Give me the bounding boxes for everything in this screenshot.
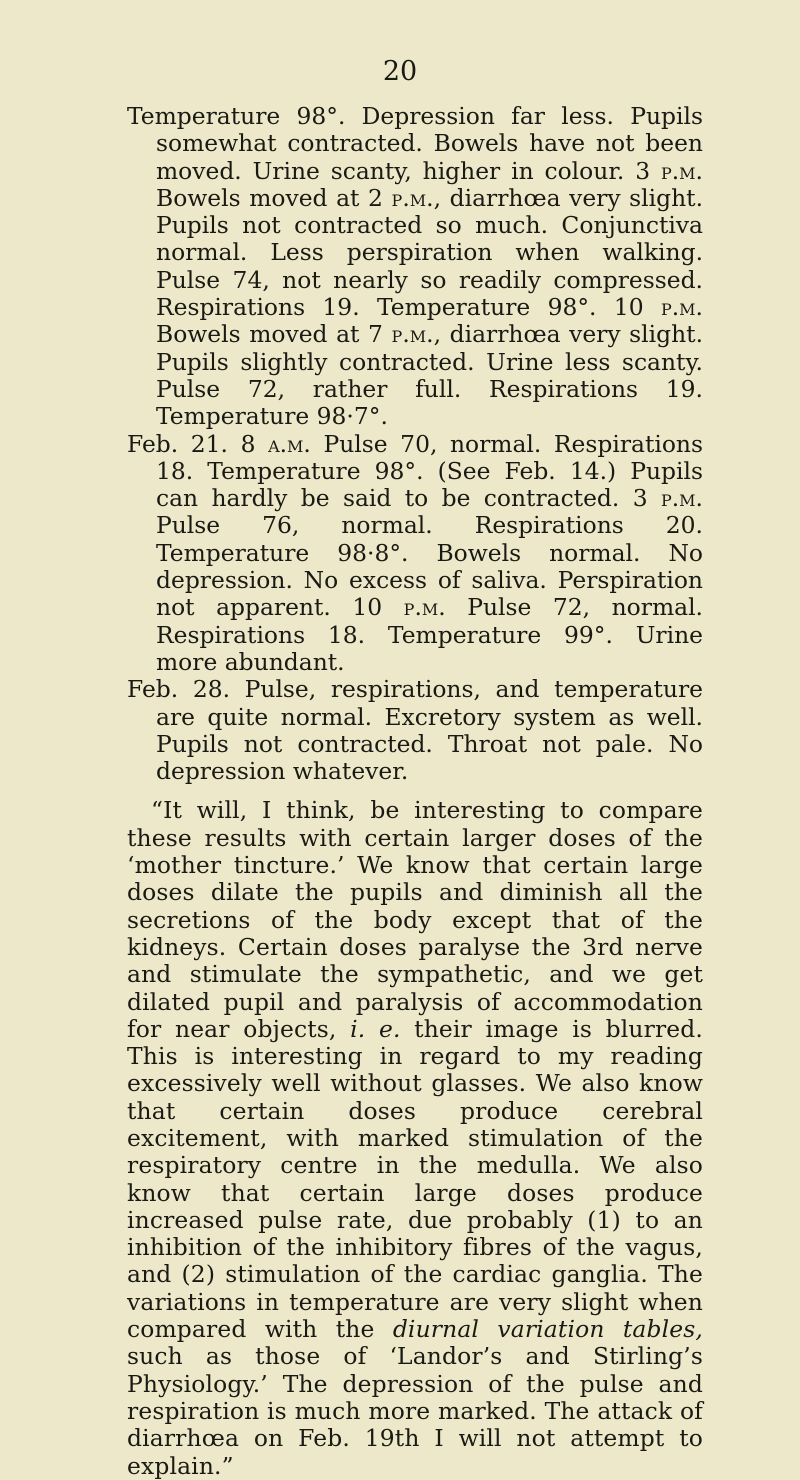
- text-run: “It will, I think, be interesting to compare these results with certain larger doses of the ‘mother tincture.’ We know that certain large doses dilate the pupils and diminish all the secretions of the body except that of the kidneys. Certain doses paralyse the 3rd nerve and stimulate the sympathetic, and we get dilated pupil and paralysis of accommodation for near objects,: [127, 796, 703, 1043]
- text-run: Feb. 28. Pulse, respirations, and temperature are quite normal. Excretory system as well. Pupils not contracted. Throat not pale. No depression whatever.: [127, 675, 703, 786]
- time-abbrev: p.m.: [403, 593, 446, 622]
- time-abbrev: a.m.: [268, 429, 311, 458]
- time-abbrev: p.m.: [660, 156, 703, 185]
- text-run: Pulse 72, normal. Respirations 18. Temperature 99°. Urine more abundant.: [156, 593, 703, 676]
- time-abbrev: p.m.: [660, 293, 703, 322]
- case-entry-feb-28: [127, 676, 703, 785]
- text-run: Temperature 98°. Depression far less. Pupils somewhat contracted. Bowels have not been moved. Urine scanty, higher in colour. 3: [127, 102, 703, 185]
- text-run: Bowels moved at 2: [156, 183, 392, 212]
- body-text: [127, 103, 703, 1480]
- italic-text: i. e.: [350, 1014, 401, 1043]
- text-run: Feb. 21. 8: [127, 429, 269, 458]
- text-run: Bowels moved at 7: [156, 320, 392, 349]
- case-entry-feb-21: [127, 431, 703, 677]
- text-run: Pulse 70, normal. Respirations 18. Temperature 98°. (See Feb. 14.) Pupils can hardly be said to be contracted. 3: [156, 429, 704, 513]
- text-run: , diarrhœa very slight. Pupils not contracted so much. Conjunctiva normal. Less perspiration when walking. Pulse 74, not nearly so readily compressed. Respirations 19. Temperature 98°. 10: [156, 183, 703, 322]
- italic-text: diurnal variation tables,: [392, 1315, 703, 1344]
- text-run: , diarrhœa very slight. Pupils slightly contracted. Urine less scanty. Pulse 72, rather full. Respirations 19. Temperature 98·7°.: [156, 320, 703, 431]
- text-run: their image is blurred. This is interesting in regard to my reading excessively well without glasses. We also know that certain doses produce cerebral excitement, with marked stimulation of the respiratory centre in the medulla. We also know that certain large doses produce increased pulse rate, due probably (1) to an inhibition of the inhibitory fibres of the vagus, and (2) stimulation of the cardiac ganglia. The variations in temperature are very slight when compared with the: [127, 1014, 703, 1344]
- time-abbrev: p.m.: [660, 484, 703, 513]
- commentary-paragraph: [127, 797, 703, 1479]
- time-abbrev: p.m.: [391, 320, 434, 349]
- page-number: 20: [382, 56, 418, 87]
- text-run: Pulse 76, normal. Respirations 20. Temperature 98·8°. Bowels normal. No depression. No excess of saliva. Perspiration not apparent. 10: [156, 511, 703, 622]
- text-run: such as those of ‘Landor’s and Stirling’s Physiology.’ The depression of the pulse and respiration is much more marked. The attack of diarrhœa on Feb. 19th I will not attempt to explain.”: [127, 1342, 703, 1480]
- case-entry-continued: [127, 103, 703, 431]
- time-abbrev: p.m.: [391, 183, 434, 212]
